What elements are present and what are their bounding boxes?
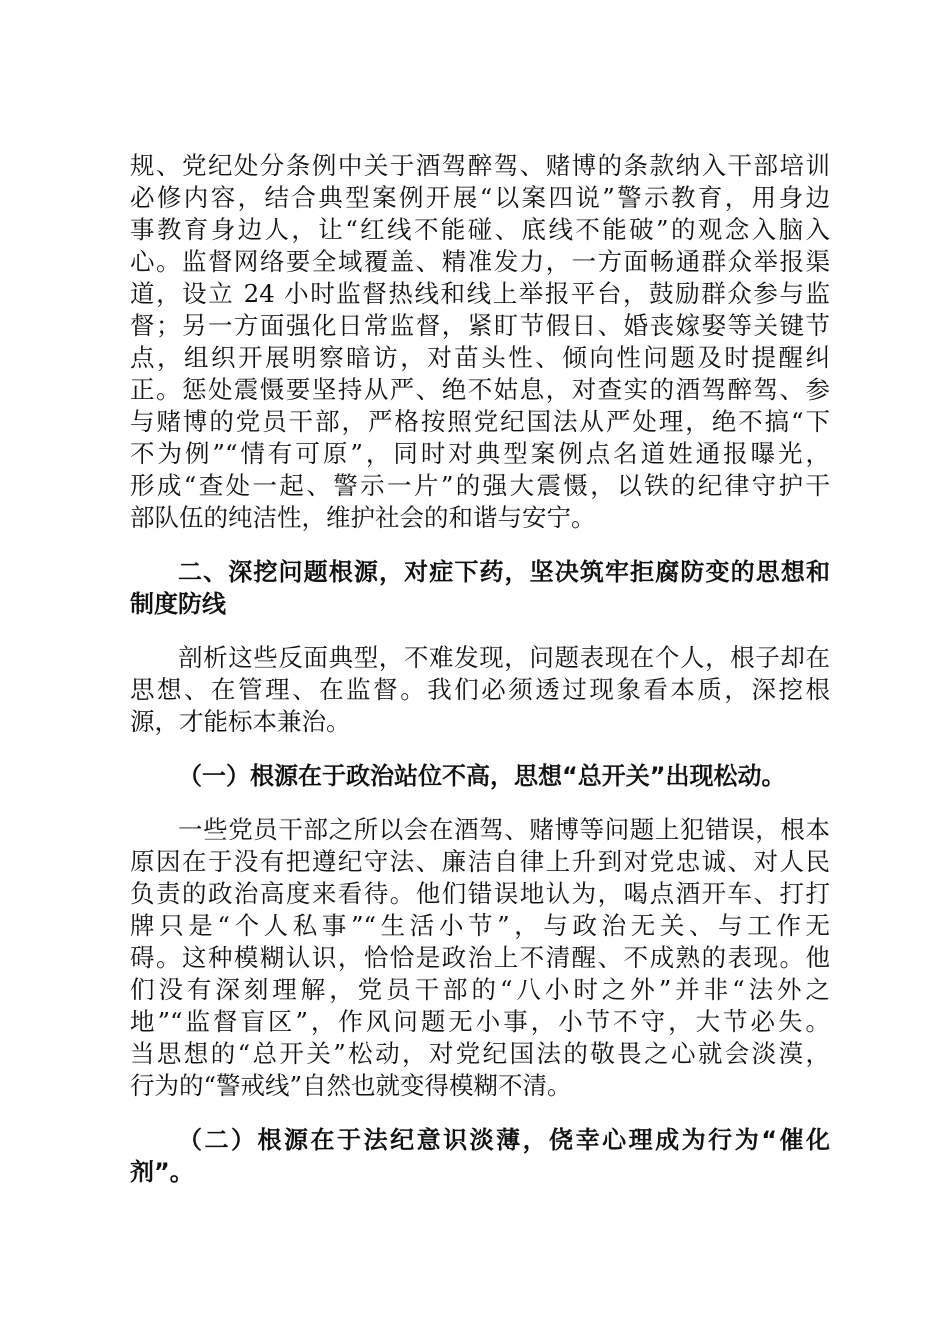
- text-line: 源，才能标本兼治。: [130, 707, 351, 736]
- body-paragraph: [130, 150, 830, 534]
- text-line: 行为的“警戒线”自然也就变得模糊不清。: [130, 1071, 572, 1100]
- text-line: 心。监督网络要全域覆盖、精准发力，一方面畅通群众举报渠: [130, 247, 830, 276]
- text-line: 规、党纪处分条例中关于酒驾醉驾、赌博的条款纳入干部培训: [130, 151, 830, 180]
- section-heading: [130, 556, 830, 620]
- text-line: 督；另一方面强化日常监督，紧盯节假日、婚丧嫁娶等关键节: [130, 311, 830, 340]
- body-paragraph: [130, 814, 830, 1102]
- body-paragraph: [130, 642, 830, 738]
- heading-line: （一）根源在于政治站位不高，思想“总开关”出现松动。: [178, 762, 786, 790]
- text-line: 碍。这种模糊认识，恰恰是政治上不清醒、不成熟的表现。他: [130, 943, 830, 972]
- text-line: 当思想的“总开关”松动，对党纪国法的敬畏之心就会淡漠，: [130, 1039, 830, 1068]
- subsection-heading: [130, 1124, 830, 1188]
- text-line: 思想、在管理、在监督。我们必须透过现象看本质，深挖根: [130, 675, 830, 704]
- text-line: 地”“监督盲区”，作风问题无小事，小节不守，大节必失。: [130, 1007, 830, 1036]
- heading-line: 二、深挖问题根源，对症下药，坚决筑牢拒腐防变的思想和: [178, 558, 830, 586]
- text-line: 事教育身边人，让“红线不能碰、底线不能破”的观念入脑入: [130, 215, 830, 244]
- heading-line: 制度防线: [130, 590, 226, 618]
- document-page: [130, 150, 830, 1188]
- text-line: 与赌博的党员干部，严格按照党纪国法从严处理，绝不搞“下: [130, 407, 830, 436]
- text-line: 们没有深刻理解，党员干部的“八小时之外”并非“法外之: [130, 975, 830, 1004]
- text-line: 原因在于没有把遵纪守法、廉洁自律上升到对党忠诚、对人民: [130, 847, 830, 876]
- text-line: 不为例”“情有可原”，同时对典型案例点名道姓通报曝光，: [130, 439, 830, 468]
- heading-line: 剂”。: [130, 1158, 194, 1186]
- text-line: 形成“查处一起、警示一片”的强大震慑，以铁的纪律守护干: [130, 471, 830, 500]
- text-line: 正。惩处震慑要坚持从严、绝不姑息，对查实的酒驾醉驾、参: [130, 375, 830, 404]
- text-line: 一些党员干部之所以会在酒驾、赌博等问题上犯错误，根本: [178, 815, 830, 844]
- text-line: 点，组织开展明察暗访，对苗头性、倾向性问题及时提醒纠: [130, 343, 830, 372]
- text-line: 必修内容，结合典型案例开展“以案四说”警示教育，用身边: [130, 183, 830, 212]
- text-line: 牌只是“个人私事”“生活小节”，与政治无关、与工作无: [130, 911, 830, 940]
- subsection-heading: [130, 760, 830, 792]
- text-line: 负责的政治高度来看待。他们错误地认为，喝点酒开车、打打: [130, 879, 830, 908]
- text-line: 剖析这些反面典型，不难发现，问题表现在个人，根子却在: [178, 643, 830, 672]
- text-line: 道，设立 24 小时监督热线和线上举报平台，鼓励群众参与监: [130, 279, 830, 308]
- text-line: 部队伍的纯洁性，维护社会的和谐与安宁。: [130, 503, 596, 532]
- heading-line: （二）根源在于法纪意识淡薄，侥幸心理成为行为“催化: [178, 1126, 830, 1154]
